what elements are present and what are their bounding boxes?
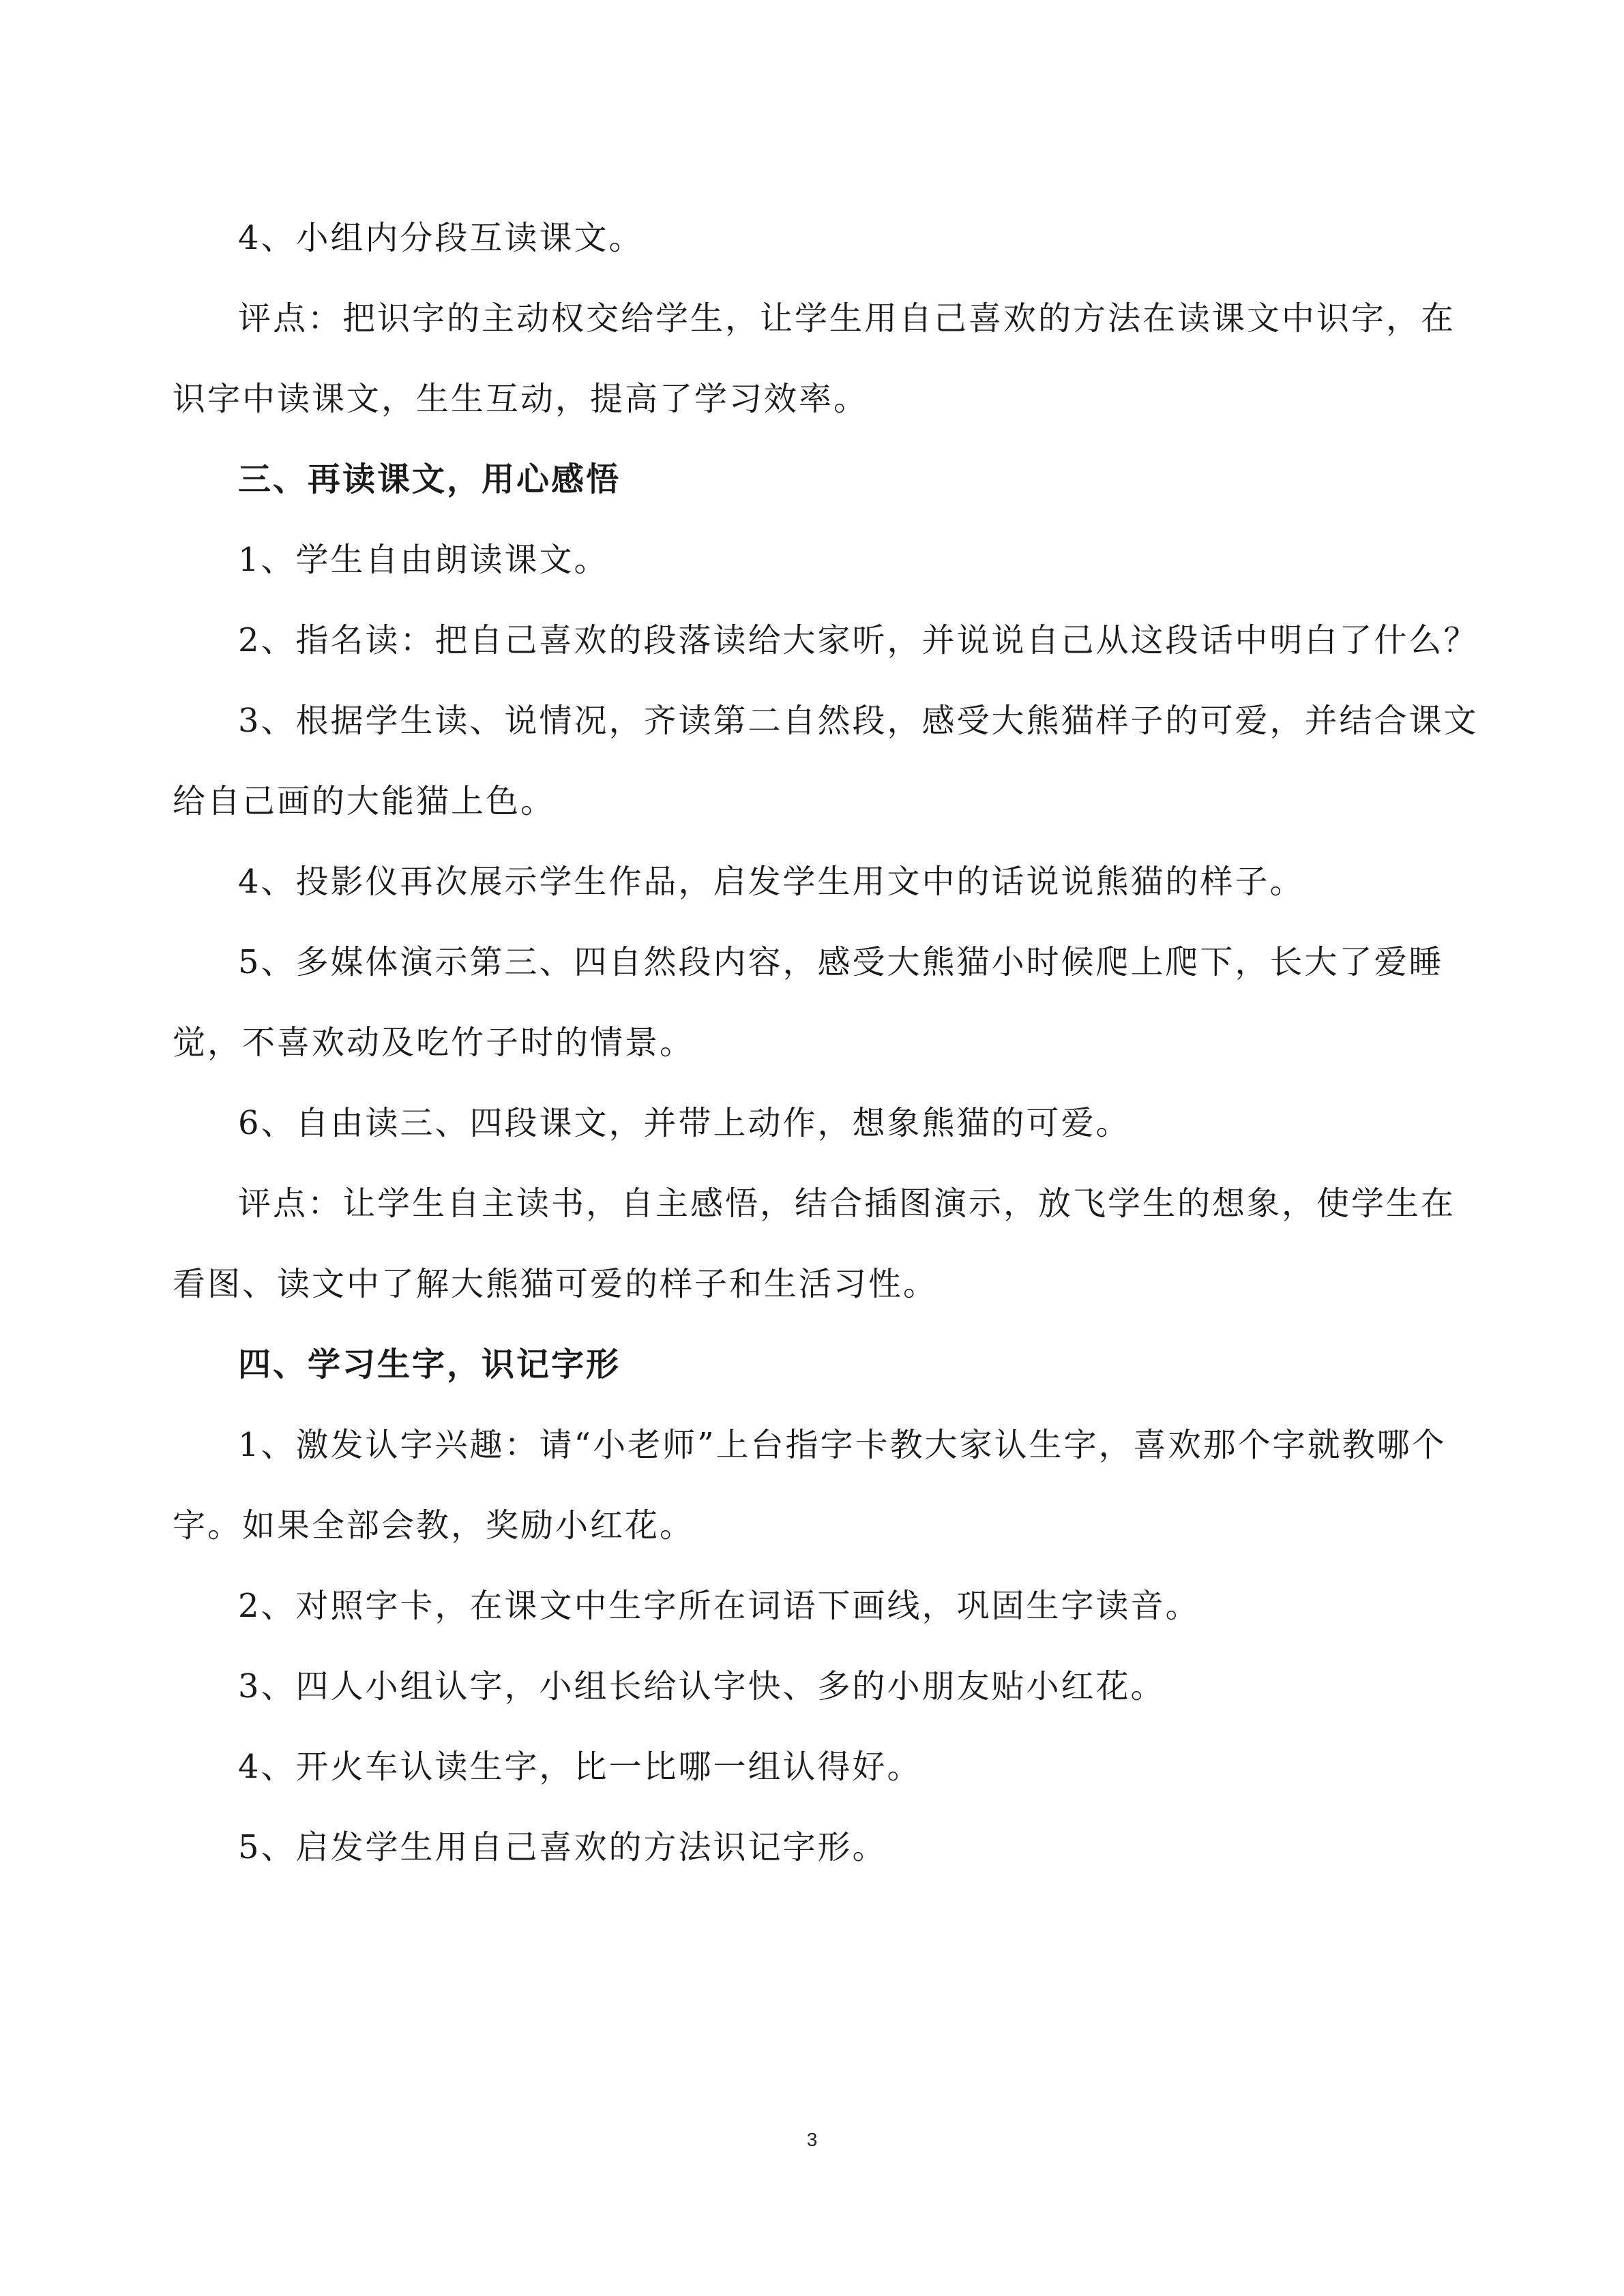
section-heading: 四、学习生字，识记字形 [238, 1345, 621, 1384]
list-item: 4、投影仪再次展示学生作品，启发学生用文中的话说说熊猫的样子。 [238, 863, 1305, 901]
list-item: 5、启发学生用自己喜欢的方法识记字形。 [238, 1828, 887, 1866]
list-item: 4、开火车认读生字，比一比哪一组认得好。 [238, 1748, 922, 1786]
list-item: 1、激发认字兴趣：请“小老师”上台指字卡教大家认生字，喜欢那个字就教哪个字。如果全部会教，奖励小红花。 [173, 1426, 1447, 1545]
document-body [173, 198, 1479, 1888]
list-item: 3、四人小组认字，小组长给认字快、多的小朋友贴小红花。 [238, 1667, 1166, 1705]
list-item: 4、小组内分段互读课文。 [238, 219, 644, 257]
list-item: 3、根据学生读、说情况，齐读第二自然段，感受大熊猫样子的可爱，并结合课文给自己画的大能猫上色。 [173, 702, 1479, 820]
list-item: 5、多媒体演示第三、四自然段内容，感受大熊猫小时候爬上爬下，长大了爱睡觉，不喜欢动及吃竹子时的情景。 [173, 943, 1444, 1062]
list-item: 2、对照字卡，在课文中生字所在词语下画线，巩固生字读音。 [238, 1587, 1200, 1625]
section-heading: 三、再读课文，用心感悟 [238, 460, 621, 498]
comment-paragraph: 评点：让学生自主读书，自主感悟，结合插图演示，放飞学生的想象，使学生在看图、读文中了解大熊猫可爱的样子和生活习性。 [173, 1184, 1456, 1303]
page-number: 3 [806, 2129, 818, 2150]
list-item: 2、指名读：把自己喜欢的段落读给大家听，并说说自己从这段话中明白了什么？ [238, 621, 1479, 659]
comment-paragraph: 评点：把识字的主动权交给学生，让学生用自己喜欢的方法在读课文中识字，在识字中读课文，生生互动，提高了学习效率。 [173, 299, 1456, 418]
list-item: 1、学生自由朗读课文。 [238, 541, 609, 579]
list-item: 6、自由读三、四段课文，并带上动作，想象熊猫的可爱。 [238, 1104, 1131, 1142]
